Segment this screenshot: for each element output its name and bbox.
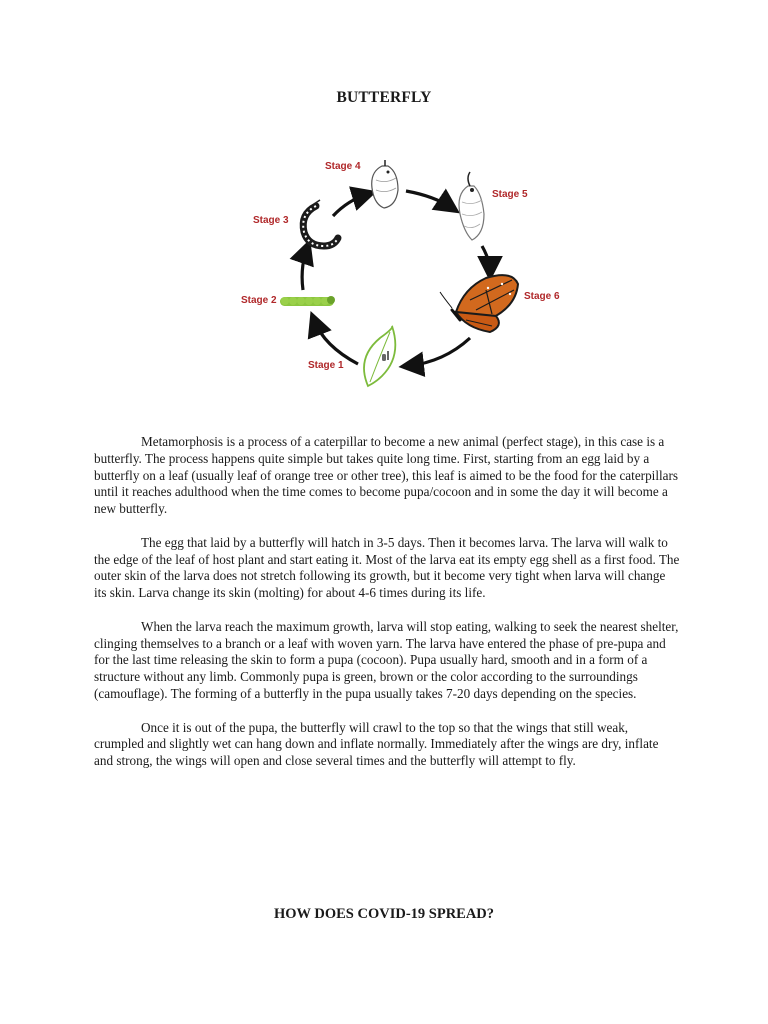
pupa-icon	[372, 160, 398, 208]
stage-6-label: Stage 6	[524, 291, 560, 302]
paragraph-pupa: When the larva reach the maximum growth, larva will stop eating, walking to seek the nearest shelter, clinging themselves to a branch or a leaf with woven yarn. The larva have entered the phase of pre-pupa and for the last time releasing the skin to form a pupa (cocoon). Pupa usually hard, smooth and in a form of a structure without any limb. Commonly pupa is green, brown or the color according to the surroundings (camouflage). The forming of a butterfly in the pupa usually takes 7-20 days depending on the species.	[94, 618, 679, 701]
stage-4-label: Stage 4	[325, 161, 361, 172]
life-cycle-svg	[230, 150, 570, 390]
paragraph-butterfly: Once it is out of the pupa, the butterfly will crawl to the top so that the wings that still weak, crumpled and slightly wet can hang down and inflate normally. Immediately after the wings are dry, inflate and strong, the wings will open and close several times and the butterfly will attempt to fly.	[94, 719, 659, 769]
paragraph-metamorphosis: Metamorphosis is a process of a caterpillar to become a new animal (perfect stage), in this case is a butterfly. The process happens quite simple but takes quite long time. First, starting from an egg laid by a butterfly on a leaf (usually leaf of orange tree or other tree), this leaf is aimed to be the food for the caterpillars until it reaches adulthood when the time comes to become pupa/cocoon and in some the day it will become a new butterfly.	[94, 434, 679, 517]
stage-5-label: Stage 5	[492, 189, 528, 200]
arrow-stage6-to-stage1	[408, 338, 470, 366]
leaf-with-egg-icon	[364, 326, 395, 386]
arrow-stage1-to-stage2	[314, 320, 358, 364]
caterpillar-icon	[280, 296, 335, 306]
covid-heading: HOW DOES COVID-19 SPREAD?	[273, 906, 495, 922]
arrow-stage4-to-stage5	[406, 191, 452, 208]
stage-3-label: Stage 3	[253, 215, 289, 226]
butterfly-icon	[440, 275, 518, 332]
body-text	[94, 434, 680, 787]
document-title: BUTTERFLY	[336, 89, 432, 106]
pre-pupa-icon	[303, 200, 338, 246]
emerging-pupa-icon	[459, 172, 484, 240]
life-cycle-diagram	[230, 150, 570, 390]
stage-2-label: Stage 2	[241, 295, 277, 306]
arrow-stage3-to-stage4	[333, 194, 368, 216]
paragraph-egg-larva: The egg that laid by a butterfly will hatch in 3-5 days. Then it becomes larva. The larva will walk to the edge of the leaf of host plant and start eating it. Most of the larva eat its empty egg shell as a first food. The outer skin of the larva does not stretch following its growth, but it become very tight when larva will change its skin. Larva change its skin (molting) for about 4-6 times during its life.	[94, 534, 680, 601]
arrow-stage5-to-stage6	[482, 246, 490, 272]
stage-1-label: Stage 1	[308, 360, 344, 371]
arrow-stage2-to-stage3	[302, 248, 307, 290]
